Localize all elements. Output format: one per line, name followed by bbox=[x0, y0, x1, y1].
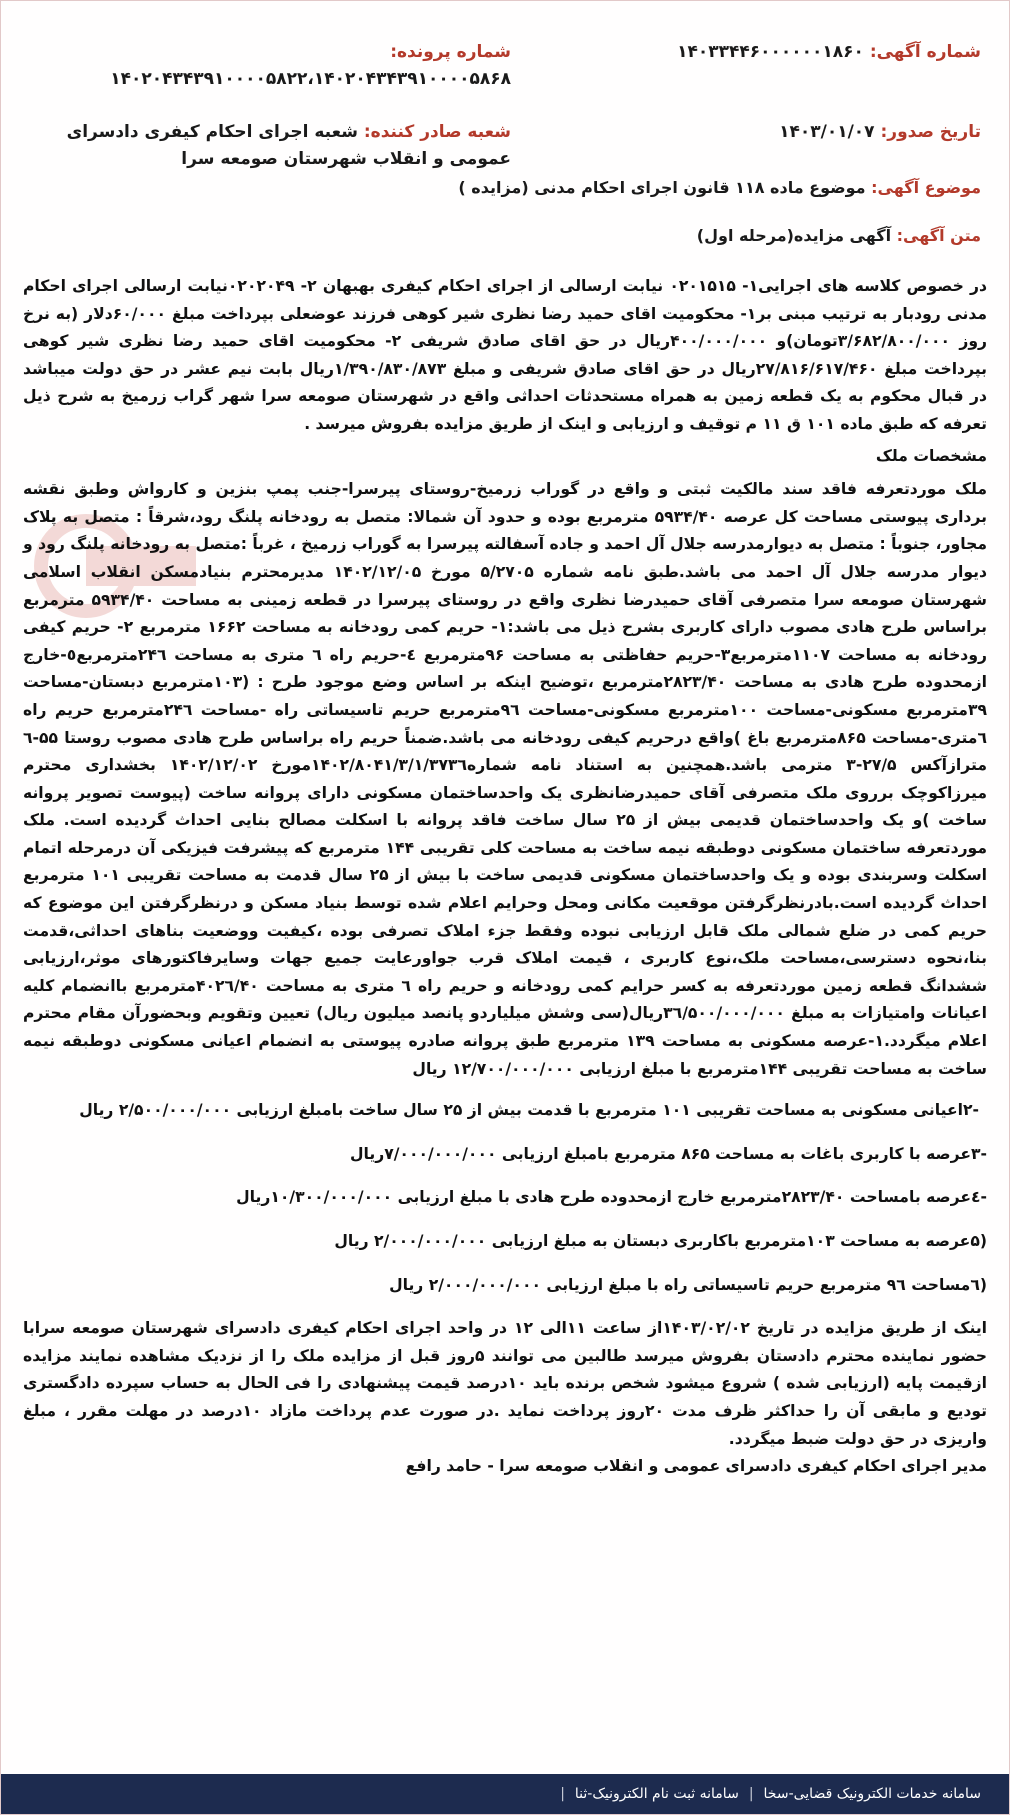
footer-separator: | bbox=[748, 1786, 754, 1802]
footer-separator-end: | bbox=[560, 1786, 565, 1802]
ad-text-row bbox=[29, 226, 981, 245]
valuation-item-5: (۵عرصه به مساحت ۱۰۳مترمربع باکاربری دبستان به مبلغ ارزیابی ۲/۰۰۰/۰۰۰/۰۰۰ ریال bbox=[334, 1232, 987, 1250]
ad-text-value: آگهی مزایده(مرحله اول) bbox=[696, 226, 892, 245]
subject-value: موضوع ماده ۱۱۸ قانون اجرای احکام مدنی (مزایده ) bbox=[458, 178, 866, 197]
case-number-value: ۱۴۰۲۰۴۳۴۳۹۱۰۰۰۰۵۸۲۲،۱۴۰۲۰۴۳۴۳۹۱۰۰۰۰۵۸۶۸ bbox=[110, 69, 511, 89]
footer-link-sakha[interactable]: سامانه خدمات الکترونیک قضایی-سخا bbox=[763, 1786, 981, 1802]
ad-number-row bbox=[511, 39, 981, 93]
valuation-item-2: -۲اعیانی مسکونی به مساحت تقریبی ۱۰۱ مترمربع با قدمت بیش از ۲۵ سال ساخت بامبلغ ارزیابی ۲/۵۰۰/۰۰۰/۰۰۰ ریال bbox=[79, 1101, 979, 1120]
issue-date-label: تاریخ صدور: bbox=[880, 122, 981, 142]
valuation-item-6: (٦مساحت ۹٦ مترمربع حریم تاسیساتی راه با مبلغ ارزیابی ۲/۰۰۰/۰۰۰/۰۰۰ ریال bbox=[389, 1275, 987, 1294]
valuation-item-3: -۳عرصه با کاربری باغات به مساحت ۸۶۵ مترمربع بامبلغ ارزیابی ۷/۰۰۰/۰۰۰/۰۰۰ریال bbox=[350, 1144, 987, 1163]
subject-label: موضوع آگهی: bbox=[871, 178, 981, 197]
ad-text-label: متن آگهی: bbox=[896, 226, 981, 245]
valuation-item-4: -٤عرصه بامساحت ۲۸۲۳/۴۰مترمربع خارج ازمحدوده طرح هادی با مبلغ ارزیابی ۱۰/۳۰۰/۰۰۰/۰۰۰ریال bbox=[236, 1188, 987, 1207]
auction-terms-paragraph: اینک از طریق مزایده در تاریخ ۱۴۰۳/۰۲/۰۲از ساعت ۱۱الی ۱۲ در واحد اجرای احکام کیفری دادسرای شهرستان صومعه سرابا حضور نماینده محترم دادستان بفروش میرسد طالبین می توانند ۵روز قبل از مزایده ملک را از نزدیک مشاهده نمایند مزایده ازقیمت پایه (ارزیابی شده ) شروع میشود شخص برنده باید ۱۰درصد قیمت پیشنهادی را فی الحال به حساب سپرده دادگستری تودیع و مابقی آن را حداکثر ظرف مدت ۲۰روز پرداخت نماید .در صورت عدم پرداخت مازاد ۱۰درصد در مهلت مقرر ، مبلغ واریزی در حق دولت ضبط میگردد. bbox=[23, 1319, 988, 1448]
subject-row bbox=[29, 178, 981, 197]
notice-meta bbox=[29, 39, 981, 173]
case-number-label: شماره پرونده: bbox=[390, 42, 511, 62]
footer-bar bbox=[1, 1774, 1009, 1814]
issuing-branch-row bbox=[29, 119, 511, 173]
issuing-branch-label: شعبه صادر کننده: bbox=[363, 122, 511, 142]
ad-number-value: ۱۴۰۳۳۴۴۶۰۰۰۰۰۰۱۸۶۰ bbox=[677, 42, 864, 62]
intro-paragraph: در خصوص کلاسه های اجرایی۱- ۰۲۰۱۵۱۵ نیابت ارسالی از اجرای احکام کیفری بهبهان ۲- ۰۲۰۲۰۴۹نیابت ارسالی اجرای احکام مدنی رودبار به ترتیب مبنی بر۱- محکومیت اقای حمید رضا نظری شیر کوهی فرزند عوضعلی بپرداخت مبلغ ۶۰/۰۰۰دلار (به نرخ روز ۳/۶۸۲/۸۰۰/۰۰۰تومان)و ۴۰۰/۰۰۰/۰۰۰ریال در حق اقای صادق شریفی ۲- محکومیت اقای حمید رضا نظری شیر کوهی بپرداخت مبلغ ۲۷/۸۱۶/۶۱۷/۴۶۰ریال در حق اقای صادق شریفی و مبلغ ۱/۳۹۰/۸۳۰/۸۷۳ریال بابت نیم عشر در حق دولت میباشد در قبال محکوم به یک قطعه زمین به همراه مستحدثات احداثی واقع در شهرستان صومعه سرا شهر گراب زرمیخ به شرح ذیل تعرفه که طبق ماده ۱۰۱ ق ۱۱ م توقیف و ارزیابی و اینک از طریق مزایده بفروش میرسد . bbox=[23, 277, 988, 433]
case-number-row bbox=[29, 39, 511, 93]
notice-body bbox=[23, 273, 987, 1481]
valuation-items-list bbox=[23, 1097, 987, 1299]
issue-date-row bbox=[511, 119, 981, 173]
ad-number-label: شماره آگهی: bbox=[869, 42, 981, 62]
footer-link-sana[interactable]: سامانه ثبت نام الکترونیک-ثنا bbox=[574, 1786, 739, 1802]
property-specs-heading: مشخصات ملک bbox=[875, 446, 987, 465]
issuing-branch-value: شعبه اجرای احکام کیفری دادسرای عمومی و انقلاب شهرستان صومعه سرا bbox=[66, 122, 511, 169]
property-description-paragraph: ملک موردتعرفه فاقد سند مالکیت ثبتی و واقع در گوراب زرمیخ-روستای پیرسرا-جنب پمپ بنزین و کارواش وطبق نقشه برداری پیوستی مساحت کل عرصه ۵۹۳۴/۴۰ مترمربع بوده و حدود آن شمالا: متصل به رودخانه پلنگ رود،شرقاً : متصل به پلاک مجاور، جنوباً : متصل به دیوارمدرسه جلال آل احمد و جاده آسفالته پیرسرا به گوراب زرمیخ ، غرباً :متصل به رودخانه پلنگ رود و دیوار مدرسه جلال آل احمد می باشد.طبق نامه شماره ۵/۲۷۰۵ مورخ ۱۴۰۲/۱۲/۰۵ مدیرمحترم بنیادمسکن انقلاب اسلامی شهرستان صومعه سرا متصرفی آقای حمیدرضا نظری واقع در روستای پیرسرا در قطعه زمینی به مساحت ۵۹۳۴/۴۰ مترمربع براساس طرح هادی مصوب دارای کاربری بشرح ذیل می باشد:۱- حریم کمی رودخانه به مساحت ۱۶۶۲ مترمربع ۲- حریم کیفی رودخانه به مساحت ۱۱۰۷مترمربع۳-حریم حفاظتی به مساحت ۹۶مترمربع ٤-حریم راه ٦ متری به مساحت ۲۴٦مترمربع٥-خارج ازمحدوده طرح هادی به مساحت ۲۸۲۳/۴۰مترمربع ،توضیح اینکه بر اساس وضع موجود طرح : (۱۰۳مترمربع دبستان-مساحت ۳۹مترمربع مسکونی-مساحت ۱۰۰مترمربع مسکونی-مساحت ۹٦مترمربع حریم تاسیساتی راه -مساحت ۲۴٦مترمربع حریم راه ٦متری-مساحت ۸۶۵مترمربع باغ )واقع درحریم کیفی رودخانه می باشد.ضمناً حریم راه براساس طرح هادی مصوب روستا ۵۵-٦ مترازآکس ۲۷/۵-۳ مترمی باشد.همچنین به استناد نامه شماره۱۴۰۲/۸۰۴۱/۳/۱/۳۷۳٦مورخ ۱۴۰۲/۱۲/۰۲ بخشداری محترم میرزاکوچک برروی ملک متصرفی آقای حمیدرضانظری یک واحدساختمان مسکونی دارای پروانه ساخت (پیوست تصویر پروانه ساخت )و یک واحدساختمان قدیمی بیش از ۲۵ سال ساخت فاقد پروانه با اسکلت مصالح بنایی احداث گردیده است. ملک موردتعرفه ساختمان مسکونی دوطبقه نیمه ساخت به مساحت کلی تقریبی ۱۴۴ مترمربع که پیشرفت فیزیکی آن درمرحله اتمام اسکلت وسربندی بوده و یک واحدساختمان مسکونی قدیمی ساخت با بیش از ۲۵ سال قدمت به مساحت تقریبی ۱۰۱ مترمربع احداث گردیده است.بادرنظرگرفتن موقعیت مکانی ومحل وحرایم اعلام شده توسط بنیاد مسکن و درنظرگرفتن این موضوع که حریم کمی در ضلع شمالی ملک قابل ارزیابی نبوده وفقط جزء املاک تصرفی بوده ،کیفیت ووضعیت بناهای احداثی،قدمت بنا،نحوه دسترسی،مساحت ملک،نوع کاربری ، قیمت املاک قرب جواورعایت جمیع جهات وسایرفاکتورهای موثر،ارزیابی ششدانگ قطعه زمین موردتعرفه به کسر حرایم کمی رودخانه و حریم راه ٦ متری به مساحت ۴۰۲٦/۴۰مترمربع باانضمام کلیه اعیانات وامتیازات به مبلغ ۳٦/۵۰۰/۰۰۰/۰۰۰ریال(سی وشش میلیاردو پانصد میلیون ریال) تعیین وتقویم وبحضورآن مقام محترم اعلام میگردد.۱-عرصه مسکونی به مساحت ۱۳۹ مترمربع طبق پروانه صادره پیوستی به انضمام اعیانی مسکونی دوطبقه نیمه ساخت به مساحت تقریبی ۱۴۴مترمربع با مبلغ ارزیابی ۱۲/۷۰۰/۰۰۰/۰۰۰ ریال bbox=[23, 480, 988, 1078]
signature-line: مدیر اجرای احکام کیفری دادسرای عمومی و انقلاب صومعه سرا - حامد رافع bbox=[405, 1457, 987, 1476]
issue-date-value: ۱۴۰۳/۰۱/۰۷ bbox=[779, 122, 875, 142]
